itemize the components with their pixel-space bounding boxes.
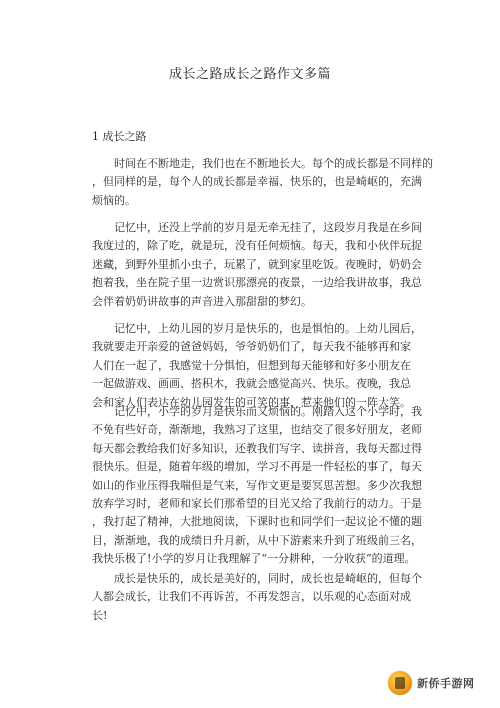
game-logo-icon xyxy=(388,671,412,695)
paragraph-line: 我就要走开亲爱的爸爸妈妈，爷爷奶奶们了，每天我不能够再和家 xyxy=(92,340,411,354)
paragraph-line: 烦恼的。 xyxy=(92,193,136,207)
paragraph-line: 如山的作业压得我喘但是气来，写作文更是要冥思苦想。多少次我想 xyxy=(92,478,422,492)
paragraph-line: 我快乐极了!小学的岁月让我理解了“一分耕种，一分收获”的道理。 xyxy=(92,552,416,566)
paragraph-1 xyxy=(92,155,433,210)
paragraph-line: 抱着我，坐在院子里一边赏识那漂亮的夜景，一边给我讲故事，我总 xyxy=(92,276,422,290)
paragraph-line: 人都会成长，让我们不再诉苦，不再发怨言，以乐观的心态面对成 xyxy=(92,590,411,604)
site-watermark xyxy=(388,670,484,696)
page-title: 成长之路成长之路作文多篇 xyxy=(168,67,331,82)
paragraph-line: ，但同样的是，每个人的成长都是幸福、快乐的，也是崎岖的，充满 xyxy=(92,175,422,189)
paragraph-line: 很快乐。但是，随着年级的增加，学习不再是一件轻松的事了，每天 xyxy=(92,460,422,474)
paragraph-line: 我度过的，除了吃，就是玩，没有任何烦恼。每天，我和小伙伴玩捉 xyxy=(92,239,422,253)
paragraph-line: 会和家人们表达在幼儿园发生的可笑的事，惹来他们的一阵大笑。 xyxy=(92,395,411,409)
paragraph-line: 放弃学习时，老师和家长们那希望的目光又给了我前行的动力。于是 xyxy=(92,496,422,510)
paragraph-line: 会伴着奶奶讲故事的声音进入那甜甜的梦幻。 xyxy=(92,294,312,308)
paragraph-line: 每天都会教给我们好多知识，还教我们写字、读拼音，我每天都过得 xyxy=(92,441,422,455)
watermark-text: 新侨手游网 xyxy=(417,677,475,690)
paragraph-4 xyxy=(92,403,422,569)
paragraph-line: 不免有些好奇，渐渐地，我熟习了这里，也结交了很多好朋友，老师 xyxy=(92,423,422,437)
paragraph-line: ，我打起了精神，大批地阅读，下课时也和同学们一起议论不懂的题 xyxy=(92,515,422,529)
paragraph-5 xyxy=(92,570,422,625)
paragraph-line: 目，渐渐地，我的成绩日升月新，从中下游素来升到了班级前三名， xyxy=(92,533,422,547)
paragraph-line: 时间在不断地走，我们也在不断地长大。每个的成长都是不同样的 xyxy=(114,157,433,170)
paragraph-line: 成长是快乐的，成长是美好的，同时，成长也是崎岖的，但每个 xyxy=(114,572,422,585)
paragraph-3 xyxy=(92,320,422,412)
paragraph-line: 记忆中，小学的岁月是快乐而又烦恼的。刚踏入这个小学时，我 xyxy=(114,405,422,418)
paragraph-line: 迷藏，到野外里抓小虫子，玩累了，就到家里吃饭。夜晚时，奶奶会 xyxy=(92,257,422,271)
paragraph-line: 长! xyxy=(92,608,108,622)
section-heading: 1 成长之路 xyxy=(92,130,147,143)
paragraph-line: 一起做游戏、画画、搭积木，我就会感觉高兴、快乐。夜晚，我总 xyxy=(92,377,411,391)
paragraph-line: 记忆中，还没上学前的岁月是无牵无挂了，这段岁月我是在乡间 xyxy=(114,221,422,234)
paragraph-line: 记忆中，上幼儿园的岁月是快乐的，也是惧怕的。上幼儿园后， xyxy=(114,322,422,335)
paragraph-2 xyxy=(92,219,422,311)
paragraph-line: 人们在一起了，我感觉十分惧怕，但想到每天能够和好多小朋友在 xyxy=(92,358,411,372)
